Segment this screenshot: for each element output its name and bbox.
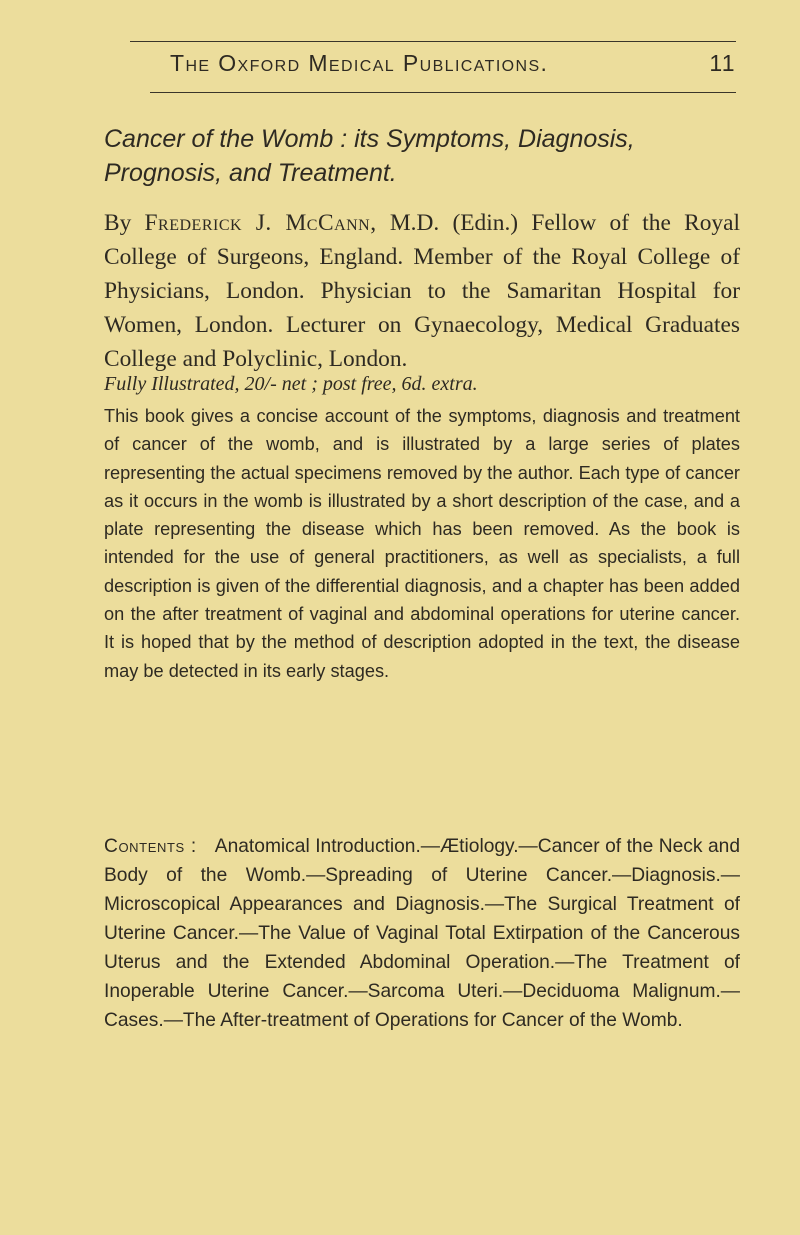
price-line: Fully Illustrated, 20/- net ; post free, 6d. extra. xyxy=(104,373,478,395)
book-title-prefix: Cancer xyxy=(104,125,192,153)
header-rule-bottom xyxy=(150,92,736,93)
author-name: Frederick J. McCann, xyxy=(144,210,377,236)
book-title xyxy=(104,122,744,190)
contents-text: Anatomical Introduction.—Ætiology.—Cancer of the Neck and Body of the Womb.—Spreading of Uterine Cancer.—Diagnosis.—Microscopical Appearances and Diagnosis.—The Surgical Treatment of Uterine Cancer.—The Value of Vaginal Total Extirpation of the Cancerous Uterus and the Extended Abdominal Operation.—The Treatment of Inoperable Uterine Cancer.—Sarcoma Uteri.—Deciduoma Malignum.—Cases.—The After-treatment of Operations for Cancer of the Womb. xyxy=(104,836,740,1031)
page-number: 11 xyxy=(709,50,736,76)
book-title-of: of xyxy=(191,125,220,153)
running-head-title: The Oxford Medical Publications. xyxy=(170,50,549,76)
header-rule-top xyxy=(130,41,736,42)
book-description: This book gives a concise account of the symptoms, diagnosis and treatment of cancer of the womb, and is illustrated by a large series of plates representing the actual specimens removed by the author. Each type of cancer as it occurs in the womb is illustrated by a short description of the case, and a plate representing the disease which has been removed. As the book is intended for the use of general practitioners, as well as specialists, a full description is given of the differential diagnosis, and a chapter has been added on the after treatment of vaginal and abdominal operations for uterine cancer. It is hoped that by the method of description adopted in the text, the disease may be detected in its early stages. xyxy=(104,406,740,681)
author-block xyxy=(104,206,740,376)
author-credentials: M.D. (Edin.) Fellow of the Royal College of Surgeons, England. Member of the Royal College of Physicians, London. Physician to the Samaritan Hospital for Women, London. Lecturer on Gynaecology, Medical Graduates College and Polyclinic, London. xyxy=(104,210,740,372)
author-by: By xyxy=(104,210,145,236)
contents-block xyxy=(104,832,740,1035)
contents-label: Contents : xyxy=(104,836,197,857)
book-title-main: the Womb : its Symptoms, Diagnosis, Prognosis, and Treatment. xyxy=(104,125,635,187)
running-head xyxy=(170,50,736,86)
